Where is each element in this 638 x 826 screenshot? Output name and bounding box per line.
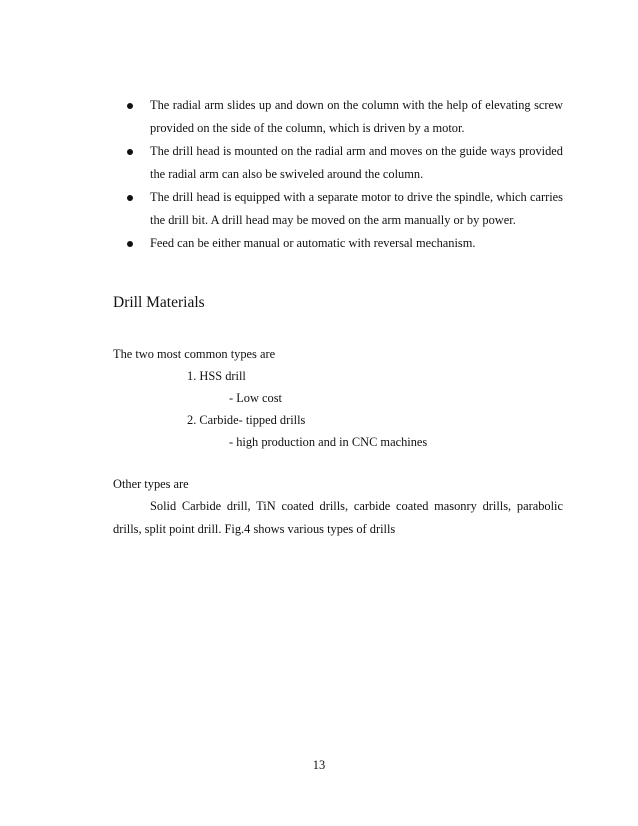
- section-heading: Drill Materials: [113, 294, 205, 311]
- bullet-item: [120, 232, 563, 255]
- bullet-icon: [127, 241, 133, 247]
- drill-type-hss: 1. HSS drill: [187, 369, 246, 383]
- bullet-list: [120, 94, 563, 255]
- bullet-icon: [127, 195, 133, 201]
- other-types-paragraph: Solid Carbide drill, TiN coated drills, carbide coated masonry drills, parabolic drills, split point drill. Fig.4 shows various types of drills: [113, 499, 563, 536]
- other-types-heading: Other types are: [113, 477, 189, 491]
- intro-text: The two most common types are: [113, 347, 276, 361]
- drill-type-carbide-note: - high production and in CNC machines: [229, 435, 428, 449]
- bullet-text: The radial arm slides up and down on the column with the help of elevating screw provided on the side of the column, which is driven by a motor.: [150, 98, 563, 135]
- bullet-text: The drill head is equipped with a separate motor to drive the spindle, which carries the drill bit. A drill head may be moved on the arm manually or by power.: [150, 190, 563, 227]
- bullet-icon: [127, 103, 133, 109]
- bullet-item: [120, 94, 563, 140]
- page-number: 13: [312, 758, 326, 772]
- bullet-text: The drill head is mounted on the radial arm and moves on the guide ways provided the radial arm can also be swiveled around the column.: [150, 144, 563, 181]
- bullet-text: Feed can be either manual or automatic with reversal mechanism.: [150, 236, 476, 250]
- drill-type-hss-note: - Low cost: [229, 391, 282, 405]
- bullet-icon: [127, 149, 133, 155]
- bullet-item: [120, 186, 563, 232]
- bullet-item: [120, 140, 563, 186]
- drill-type-carbide: 2. Carbide- tipped drills: [187, 413, 306, 427]
